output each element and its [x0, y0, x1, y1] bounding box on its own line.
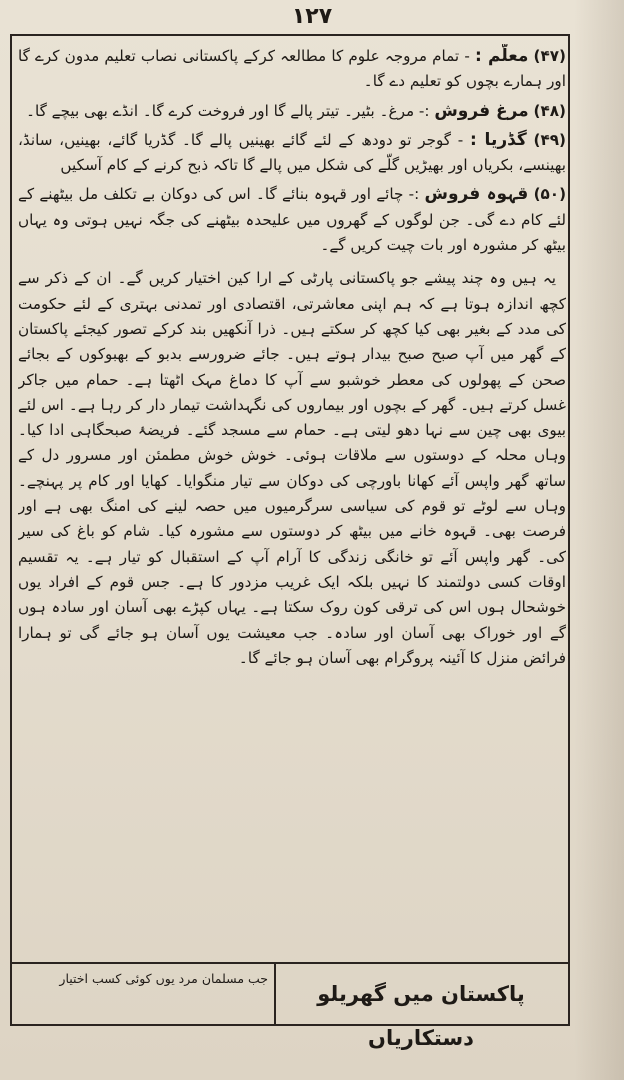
page-edge-shadow	[574, 0, 624, 1080]
entry-text: - گوجر تو دودھ کے لئے گائے بھینیں پالے گا۔ گڈریا گائے، بھینیں، سانڈ، بھینسے، بکریاں اور بھیڑیں گلّے کی شکل میں پالے گا تاکہ ذبح کرنے کے کام آسکیں	[18, 130, 566, 175]
entry-text: - تمام مروجہ علوم کا مطالعہ کرکے پاکستانی نصاب تعلیم مدون کرے گا اور ہمارے بچوں کو تعلیم دے گا۔	[18, 47, 566, 91]
entry-number: (۵۰)	[533, 185, 566, 204]
page-number: ۱۲۷	[291, 4, 333, 29]
entry-50	[18, 182, 566, 258]
footer-title: پاکستان میں گھریلو دستکاریاں	[317, 982, 525, 1050]
entry-number: (۴۸)	[533, 101, 566, 120]
footer	[12, 962, 568, 1050]
entry-heading: معلّم :	[474, 46, 529, 66]
entry-text: :- چائے اور قہوہ بنائے گا۔ اس کی دوکان بے تکلف مل بیٹھنے کے لئے کام دے گی۔ جن لوگوں کے گھروں میں علیحدہ بیٹھنے کی جگہ نہیں ہوتی وہ یہاں بیٹھ کر مشورہ اور بات چیت کریں گے۔	[18, 185, 566, 255]
entry-number: (۴۹)	[533, 130, 566, 149]
body-text	[18, 44, 566, 959]
entry-47	[18, 44, 566, 95]
entry-heading: قہوہ فروش	[424, 184, 529, 205]
entry-48	[18, 99, 566, 124]
entry-number: (۴۷)	[533, 47, 566, 65]
footer-quote: جب مسلمان مرد یوں کوئی کسب اختیار	[59, 971, 268, 986]
entry-49	[18, 128, 566, 179]
entry-text: :- مرغ۔ بٹیر۔ تیتر پالے گا اور فروخت کرے گا۔ انڈے بھی بیچے گا۔	[26, 101, 430, 120]
essay-paragraph: یہ ہیں وہ چند پیشے جو پاکستانی پارٹی کے ارا کین اختیار کریں گے۔ ان کے ذکر سے کچھ اندازہ ہوتا ہے کہ ہم اپنی معاشرتی، اقتصادی اور تمدنی بہتری کے لئے حکومت کی مدد کے بغیر بھی کیا کچھ کر سکتے ہیں۔ ذرا آنکھیں بند کرکے تصور کیجئے پاکستان کے گھر میں آپ صبح صبح بیدار ہوتے ہیں۔ جائے ضرورسے بدبو کے بھبوکوں کے بجائے صحن کے پھولوں کی معطر خوشبو سے آپ کا دماغ مہک اٹھتا ہے۔ حمام میں جاکر غسل کرتے ہیں۔ گھر کے بچوں اور بیماروں کی نگہداشت تیمار دار کر رہا ہے۔ اس لئے بیوی بھی چین سے نہا دھو لیتی ہے۔ حمام سے مسجد گئے۔ فریضۂ صبحگاہی ادا کیا۔ وہاں محلہ کے دوستوں سے ملاقات ہوئی۔ خوش خوش مطمئن اور مسرور دل کے ساتھ گھر واپس آئے کھانا باورچی کی دوکان سے تیار منگوایا۔ کھایا اور کام پر پہنچے۔ وہاں سے لوٹے تو قوم کی سیاسی سرگرمیوں میں حصہ لینے کی امنگ بھی ہے اور فرصت بھی۔ قہوہ خانے میں بیٹھ کر دوستوں سے مشورہ کیا۔ شام کو باغ کی سیر کی۔ گھر واپس آئے تو خانگی زندگی کا آرام آپ کے استقبال کو تیار ہے۔ یہ تقسیم اوقات کسی دولتمند کا نہیں بلکہ ایک غریب مزدور کا ہے۔ جس قوم کے افراد یوں خوشحال ہوں اس کی ترقی کون روک سکتا ہے۔ یہاں کپڑے بھی آسان اور سادہ ہوں گے اور خوراک بھی آسان اور سادہ۔ جب معیشت یوں آسان ہو جائے گی تو ہمارا فرائض منزل کا آئینہ پروگرام بھی آسان ہو جائے گا۔	[18, 269, 566, 667]
footer-divider	[274, 964, 276, 1026]
entry-heading: گڈریا :	[469, 129, 527, 150]
entry-heading: مرغ فروش	[434, 100, 529, 121]
